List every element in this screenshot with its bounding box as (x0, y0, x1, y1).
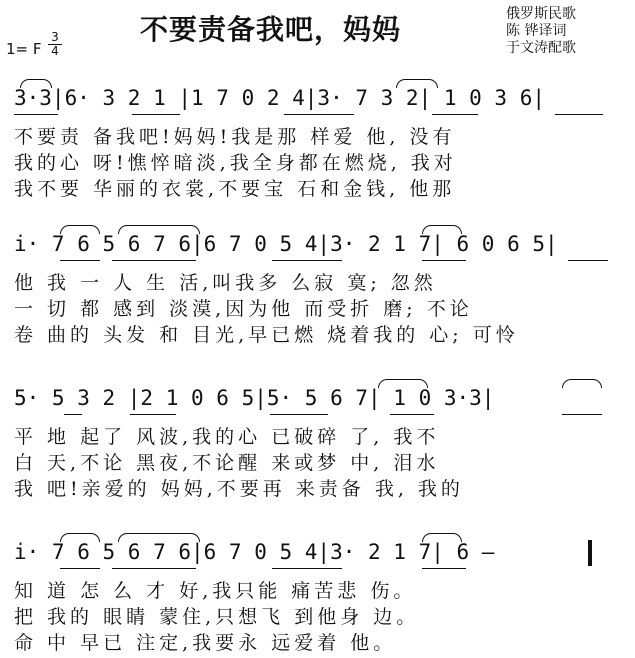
underline-mark (555, 114, 603, 115)
tie-mark (396, 79, 438, 88)
lyric-verse-1: 他 我 一 人 生 活,叫我多 么寂 寞; 忽然 (14, 272, 437, 294)
lyric-verse-2: 把 我的 眼睛 蒙住,只想飞 到他身 边。 (14, 606, 420, 628)
notation-line: i· 7 6 5 6 7 6|6 7 0 5 4|3· 2 1 7| 6 0 6 5| (14, 232, 558, 256)
underline-mark (130, 414, 176, 415)
underline-mark (272, 260, 342, 261)
tie-mark (562, 379, 602, 388)
lyric-verse-2: 我的心 呀!憔悴暗淡,我全身都在燃烧, 我对 (14, 152, 457, 174)
underline-mark (390, 414, 434, 415)
lyric-verse-3: 卷 曲的 头发 和 目光,早已燃 烧着我的 心; 可怜 (14, 324, 519, 346)
key-signature: 1= F (6, 40, 42, 58)
lyric-verse-2: 一 切 都 感到 淡漠,因为他 而受折 磨; 不论 (14, 298, 473, 320)
underline-mark (422, 260, 466, 261)
lyric-verse-1: 知 道 怎 么 才 好,我只能 痛苦悲 伤。 (14, 580, 417, 602)
underline-mark (64, 414, 82, 415)
tie-mark (422, 533, 462, 542)
tie-mark (60, 225, 100, 234)
underline-mark (270, 414, 328, 415)
final-barline (588, 540, 592, 566)
notation-line: i· 7 6 5 6 7 6|6 7 0 5 4|3· 2 1 7| 6 – (14, 540, 495, 564)
credit-origin: 俄罗斯民歌 (506, 6, 576, 22)
underline-mark (422, 568, 466, 569)
time-signature (48, 32, 62, 57)
song-title: 不要责备我吧，妈妈 (140, 13, 402, 46)
credits (506, 6, 576, 57)
lyric-verse-2: 白 天,不论 黑夜,不论醒 来或梦 中, 泪水 (14, 452, 440, 474)
time-denominator: 4 (51, 44, 59, 58)
underline-mark (432, 114, 478, 115)
tie-mark (20, 79, 52, 88)
tie-mark (118, 225, 200, 234)
lyric-verse-3: 我 吧!亲爱的 妈妈,不要再 来责备 我, 我的 (14, 478, 464, 500)
underline-mark (284, 114, 354, 115)
underline-mark (14, 114, 58, 115)
underline-mark (60, 568, 100, 569)
tie-mark (422, 225, 462, 234)
underline-mark (272, 568, 342, 569)
underline-mark (60, 260, 100, 261)
credit-translator: 陈 铧译词 (506, 23, 567, 39)
lyric-verse-1: 平 地 起了 风波,我的心 已破碎 了, 我不 (14, 426, 440, 448)
underline-mark (112, 568, 196, 569)
underline-mark (562, 414, 602, 415)
notation-line: 3·3|6· 3 2 1 |1 7 0 2 4|3· 7 3 2| 1 0 3 6| (14, 86, 546, 110)
tie-mark (60, 533, 100, 542)
tie-mark (118, 533, 200, 542)
underline-mark (112, 260, 196, 261)
credit-arranger: 于文涛配歌 (506, 40, 576, 56)
tie-mark (378, 379, 428, 388)
lyric-verse-3: 我不要 华丽的衣裳,不要宝 石和金钱, 他那 (14, 178, 456, 200)
underline-mark (568, 260, 608, 261)
lyric-verse-1: 不要责 备我吧!妈妈!我是那 样爱 他, 没有 (14, 126, 456, 148)
time-numerator: 3 (51, 30, 59, 44)
underline-mark (132, 114, 180, 115)
lyric-verse-3: 命 中 早已 注定,我要永 远爱着 他。 (14, 632, 397, 654)
notation-line: 5· 5 3 2 |2 1 0 6 5|5· 5 6 7| 1 0 3·3| (14, 386, 495, 410)
